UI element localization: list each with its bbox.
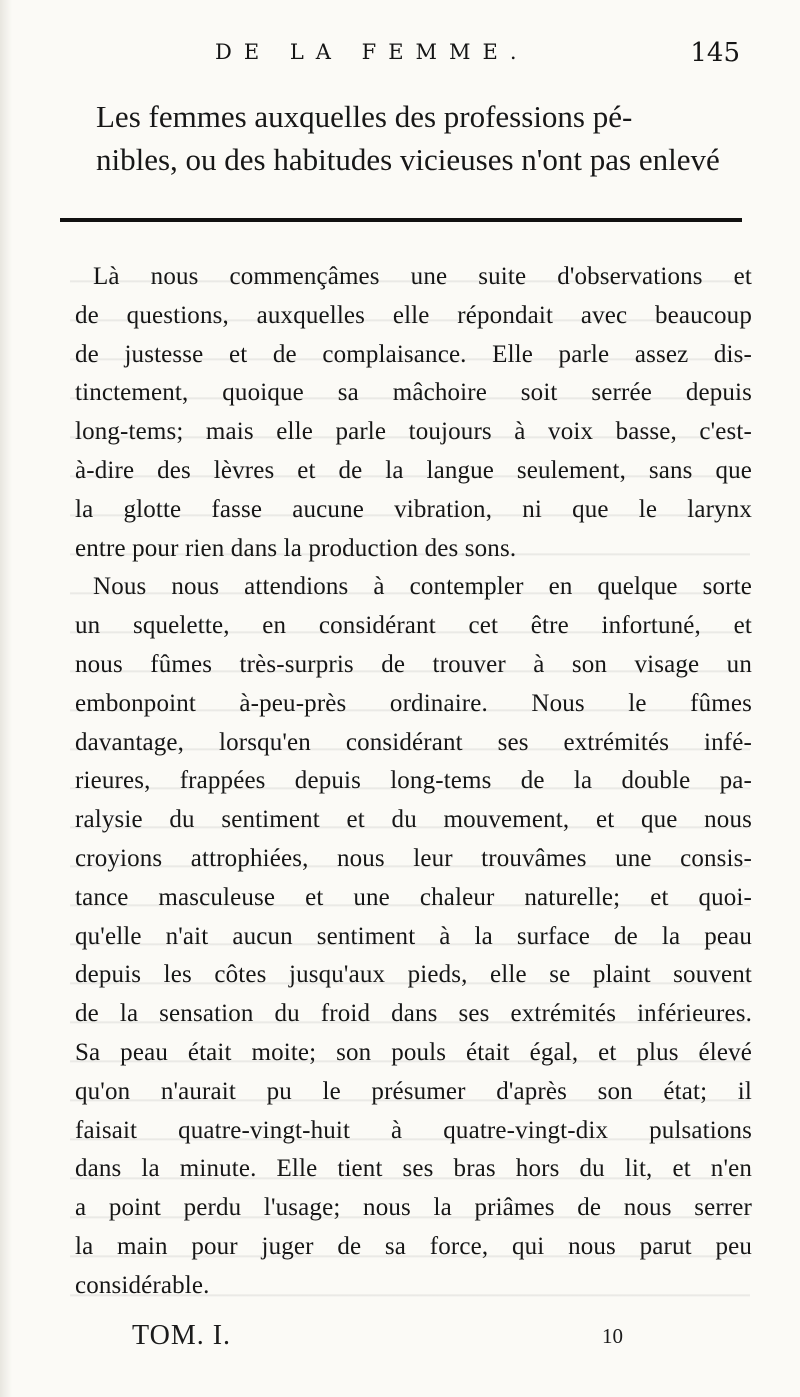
- text-line: davantage, lorsqu'en considérant ses extrémités infé-: [75, 728, 752, 756]
- text-line: a point perdu l'usage; nous la priâmes de nous serrer: [75, 1194, 752, 1222]
- text-line: la glotte fasse aucune vibration, ni que le larynx: [75, 495, 752, 523]
- text-line: à-dire des lèvres et de la langue seulement, sans que: [75, 456, 752, 484]
- text-line: embonpoint à-peu-près ordinaire. Nous le fûmes: [75, 689, 752, 717]
- page-header: [215, 40, 740, 80]
- text-line: un squelette, en considérant cet être infortuné, et: [75, 612, 752, 640]
- horizontal-rule: [60, 218, 742, 222]
- text-line: considérable.: [75, 1271, 210, 1299]
- text-line: qu'elle n'ait aucun sentiment à la surface de la peau: [75, 922, 752, 950]
- text-line: de questions, auxquelles elle répondait avec beaucoup: [75, 301, 752, 329]
- text-line: de la sensation du froid dans ses extrémités inférieures.: [75, 1000, 752, 1028]
- text-line: entre pour rien dans la production des sons.: [75, 534, 517, 562]
- text-line: ralysie du sentiment et du mouvement, et que nous: [75, 806, 752, 834]
- caption-continuation: [96, 95, 742, 181]
- signature-mark: 10: [602, 1324, 623, 1348]
- text-line: qu'on n'aurait pu le présumer d'après son état; il: [75, 1077, 752, 1105]
- text-line: long-tems; mais elle parle toujours à voix basse, c'est-: [75, 418, 752, 446]
- text-line: nous fûmes très-surpris de trouver à son visage un: [75, 650, 752, 678]
- caption-line: Les femmes auxquelles des professions pé-: [96, 99, 633, 134]
- text-line: de justesse et de complaisance. Elle parle assez dis-: [75, 340, 752, 368]
- text-line: dans la minute. Elle tient ses bras hors du lit, et n'en: [75, 1155, 752, 1183]
- text-line: Sa peau était moite; son pouls était égal, et plus élevé: [75, 1038, 752, 1066]
- running-title: DE LA FEMME.: [215, 40, 529, 64]
- text-line: depuis les côtes jusqu'aux pieds, elle se plaint souvent: [75, 961, 752, 989]
- text-line: la main pour juger de sa force, qui nous parut peu: [75, 1232, 752, 1260]
- text-line: Nous nous attendions à contempler en quelque sorte: [93, 573, 752, 601]
- caption-line: nibles, ou des habitudes vicieuses n'ont pas enlevé: [96, 142, 720, 177]
- body-text: [75, 258, 752, 1306]
- text-line: tinctement, quoique sa mâchoire soit serrée depuis: [75, 379, 752, 407]
- text-line: faisait quatre-vingt-huit à quatre-vingt-dix pulsations: [75, 1116, 752, 1144]
- text-line: Là nous commençâmes une suite d'observations et: [93, 263, 752, 290]
- text-line: rieures, frappées depuis long-tems de la double pa-: [75, 767, 752, 795]
- text-line: croyions attrophiées, nous leur trouvâmes une consis-: [75, 844, 752, 872]
- text-line: tance masculeuse et une chaleur naturelle; et quoi-: [75, 883, 752, 911]
- page-footer: [132, 1320, 652, 1360]
- page-number: 145: [690, 38, 740, 68]
- volume-label: TOM. I.: [132, 1320, 232, 1351]
- page-edge-shadow: [0, 0, 12, 1397]
